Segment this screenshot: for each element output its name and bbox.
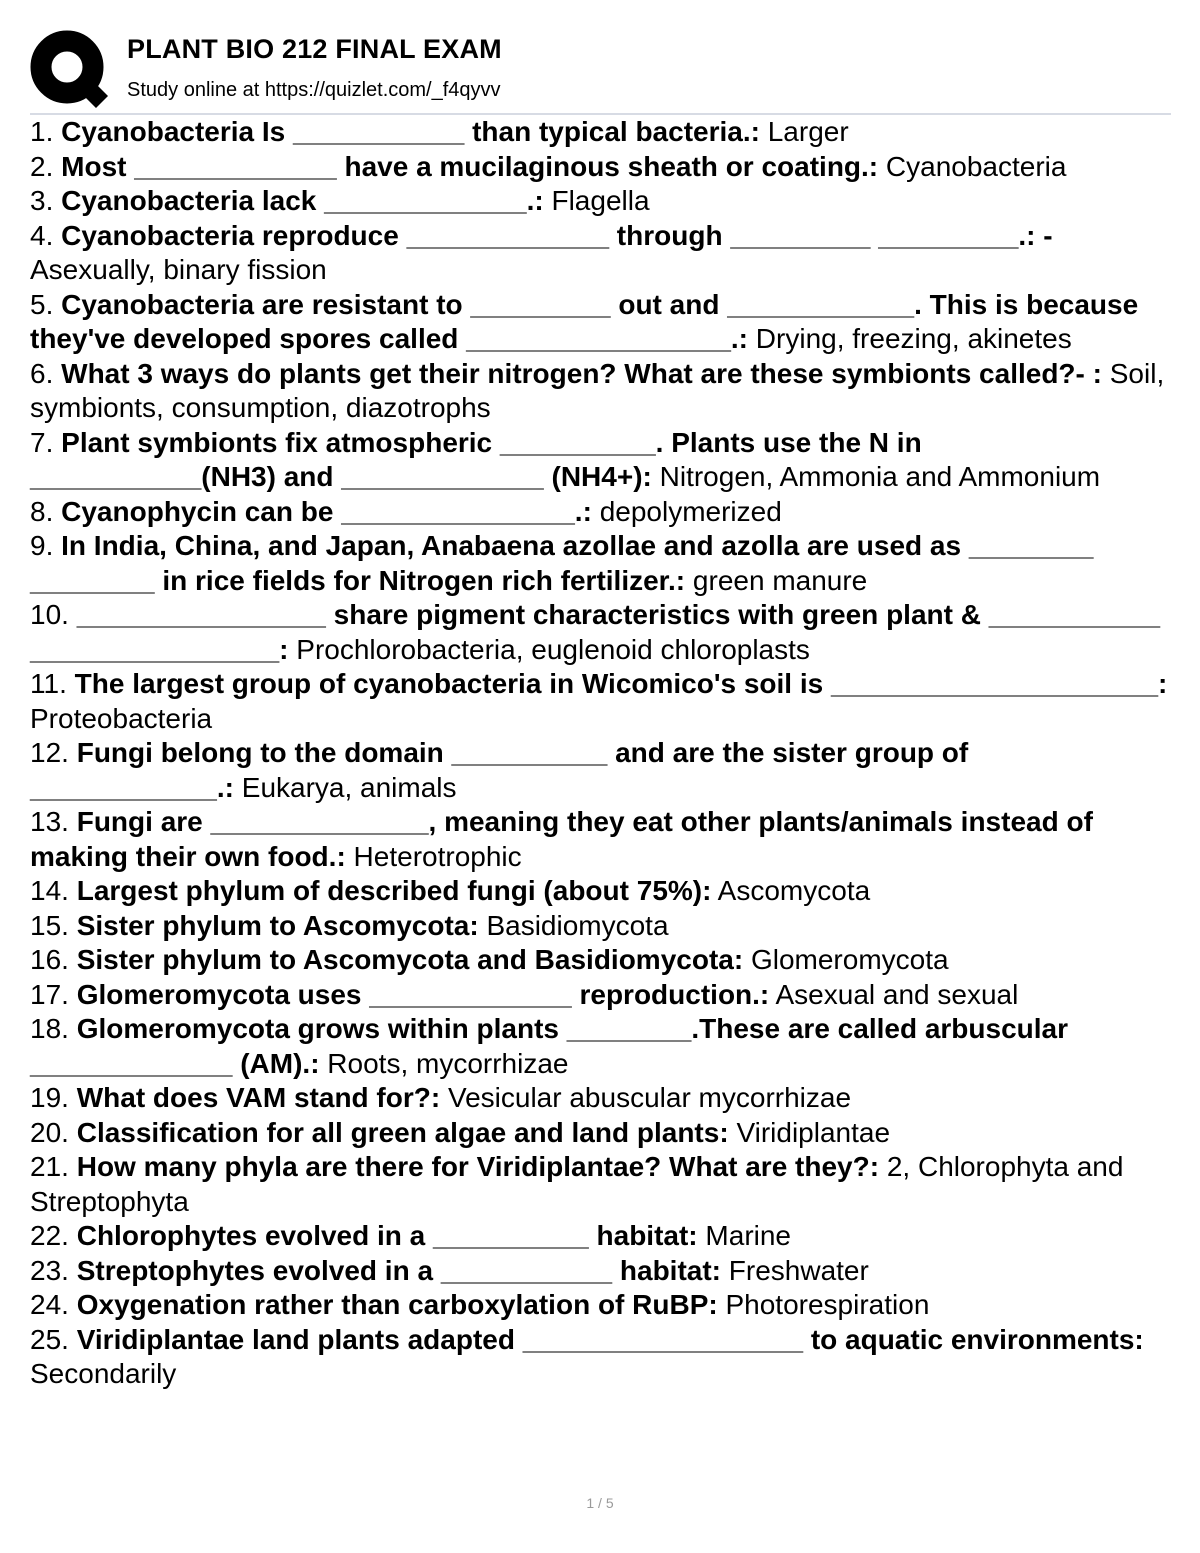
item-term: Fungi are ______________, meaning they eat other plants/animals instead of making their own food.: (30, 806, 1093, 872)
page-header (30, 28, 1170, 112)
item-term: Cyanobacteria reproduce _____________ through _________ _________.: - (61, 219, 1053, 251)
list-item (30, 598, 1175, 667)
item-term: The largest group of cyanobacteria in Wicomico's soil is _____________________: (74, 668, 1168, 699)
list-item (30, 805, 1175, 874)
page-title: PLANT BIO 212 FINAL EXAM (127, 34, 502, 64)
item-number: 9. (30, 530, 54, 561)
list-item (30, 1254, 1175, 1289)
item-number: 25. (30, 1323, 69, 1355)
item-number: 10. (30, 599, 69, 630)
list-item (30, 1150, 1175, 1219)
item-term: Viridiplantae land plants adapted __________________ to aquatic environments: (76, 1323, 1144, 1355)
list-item (30, 1219, 1175, 1254)
item-definition: Viridiplantae (736, 1116, 891, 1148)
list-item (30, 150, 1175, 185)
item-term: Glomeromycota uses _____________ reproduction.: (76, 978, 770, 1010)
list-item (30, 943, 1175, 978)
item-term: Glomeromycota grows within plants ________.These are called arbuscular _____________ (AM).: (30, 1013, 1068, 1079)
item-term: Classification for all green algae and land plants: (76, 1116, 729, 1148)
list-item (30, 667, 1175, 736)
item-term: Plant symbionts fix atmospheric __________. Plants use the N in ___________(NH3) and _____________ (NH4+): (30, 426, 922, 492)
page-number: 1 / 5 (586, 1495, 614, 1511)
item-term: ________________ share pigment characteristics with green plant & ___________ ________________: (30, 599, 1161, 665)
list-item (30, 909, 1175, 944)
item-number: 2. (30, 150, 54, 182)
quizlet-logo-icon (30, 30, 108, 108)
item-definition: Glomeromycota (750, 944, 949, 975)
item-definition: depolymerized (599, 495, 782, 527)
item-number: 19. (30, 1082, 69, 1113)
list-item (30, 184, 1175, 219)
item-number: 5. (30, 288, 54, 320)
item-number: 6. (30, 357, 54, 389)
item-definition: Marine (705, 1220, 792, 1251)
item-term: Cyanobacteria Is ___________ than typical bacteria.: (61, 116, 760, 147)
item-definition: Drying, freezing, akinetes (755, 323, 1072, 354)
list-item (30, 1012, 1175, 1081)
list-item (30, 1288, 1175, 1323)
list-item (30, 1116, 1175, 1151)
list-item (30, 288, 1175, 357)
list-item (30, 115, 1175, 150)
item-term: Most _____________ have a mucilaginous sheath or coating.: (61, 150, 879, 182)
item-number: 4. (30, 219, 54, 251)
item-number: 8. (30, 495, 54, 527)
item-number: 3. (30, 185, 54, 216)
item-term: How many phyla are there for Viridiplantae? What are they?: (76, 1151, 880, 1182)
item-number: 20. (30, 1116, 69, 1148)
item-number: 24. (30, 1289, 69, 1320)
item-term: Sister phylum to Ascomycota and Basidiomycota: (76, 944, 744, 975)
item-definition: Secondarily (30, 1358, 177, 1389)
item-definition: Asexual and sexual (775, 978, 1019, 1010)
item-number: 1. (30, 116, 54, 147)
item-definition: Vesicular abuscular mycorrhizae (447, 1082, 852, 1113)
item-definition: Proteobacteria (30, 702, 213, 734)
list-item (30, 1323, 1175, 1392)
item-number: 13. (30, 806, 69, 837)
item-number: 7. (30, 426, 54, 458)
list-item (30, 426, 1175, 495)
item-term: What 3 ways do plants get their nitrogen? What are these symbionts called?- : (61, 357, 1102, 389)
item-definition: Nitrogen, Ammonia and Ammonium (659, 461, 1101, 492)
item-definition: 2, Chlorophyta and Streptophyta (30, 1151, 1124, 1217)
list-item (30, 736, 1175, 805)
item-term: Oxygenation rather than carboxylation of RuBP: (76, 1289, 718, 1320)
item-definition: Eukarya, animals (241, 771, 457, 803)
item-definition: Prochlorobacteria, euglenoid chloroplasts (296, 633, 810, 665)
study-link-text: Study online at https://quizlet.com/_f4qyvv (127, 79, 501, 101)
list-item (30, 529, 1175, 598)
item-definition: Flagella (551, 185, 650, 216)
item-term: What does VAM stand for?: (76, 1082, 441, 1113)
list-item (30, 357, 1175, 426)
item-term: Sister phylum to Ascomycota: (76, 909, 479, 941)
item-definition: Photorespiration (725, 1289, 930, 1320)
item-number: 11. (30, 668, 67, 699)
item-term: Cyanobacteria lack _____________.: (61, 185, 544, 216)
item-definition: Cyanobacteria (885, 150, 1067, 182)
item-term: Chlorophytes evolved in a __________ habitat: (76, 1220, 698, 1251)
item-definition: Roots, mycorrhizae (327, 1047, 569, 1079)
item-definition: Ascomycota (717, 875, 871, 906)
flashcard-list (30, 115, 1175, 1392)
list-item (30, 495, 1175, 530)
item-definition: Soil, symbionts, consumption, diazotrophs (30, 357, 1165, 423)
item-definition: Asexually, binary fission (30, 254, 327, 285)
list-item (30, 978, 1175, 1013)
item-number: 18. (30, 1013, 69, 1044)
item-term: In India, China, and Japan, Anabaena azollae and azolla are used as ________ ________ in rice fields for Nitrogen rich fertilizer.: (30, 530, 1094, 596)
list-item (30, 874, 1175, 909)
item-number: 22. (30, 1220, 69, 1251)
item-number: 23. (30, 1254, 69, 1286)
item-term: Cyanobacteria are resistant to _________ out and ____________. This is because they've developed spores called _________________.: (30, 288, 1139, 354)
item-definition: Freshwater (728, 1254, 869, 1286)
item-term: Largest phylum of described fungi (about 75%): (76, 875, 712, 906)
item-term: Fungi belong to the domain __________ and are the sister group of ____________.: (30, 737, 969, 803)
item-number: 16. (30, 944, 69, 975)
list-item (30, 219, 1175, 288)
item-definition: Basidiomycota (486, 909, 669, 941)
item-definition: Larger (767, 116, 849, 147)
item-term: Streptophytes evolved in a ___________ habitat: (76, 1254, 721, 1286)
item-term: Cyanophycin can be _______________.: (61, 495, 592, 527)
item-number: 17. (30, 978, 69, 1010)
item-number: 21. (30, 1151, 69, 1182)
item-definition: green manure (692, 564, 868, 596)
item-number: 12. (30, 737, 69, 768)
item-definition: Heterotrophic (353, 840, 522, 872)
item-number: 14. (30, 875, 69, 906)
item-number: 15. (30, 909, 69, 941)
list-item (30, 1081, 1175, 1116)
